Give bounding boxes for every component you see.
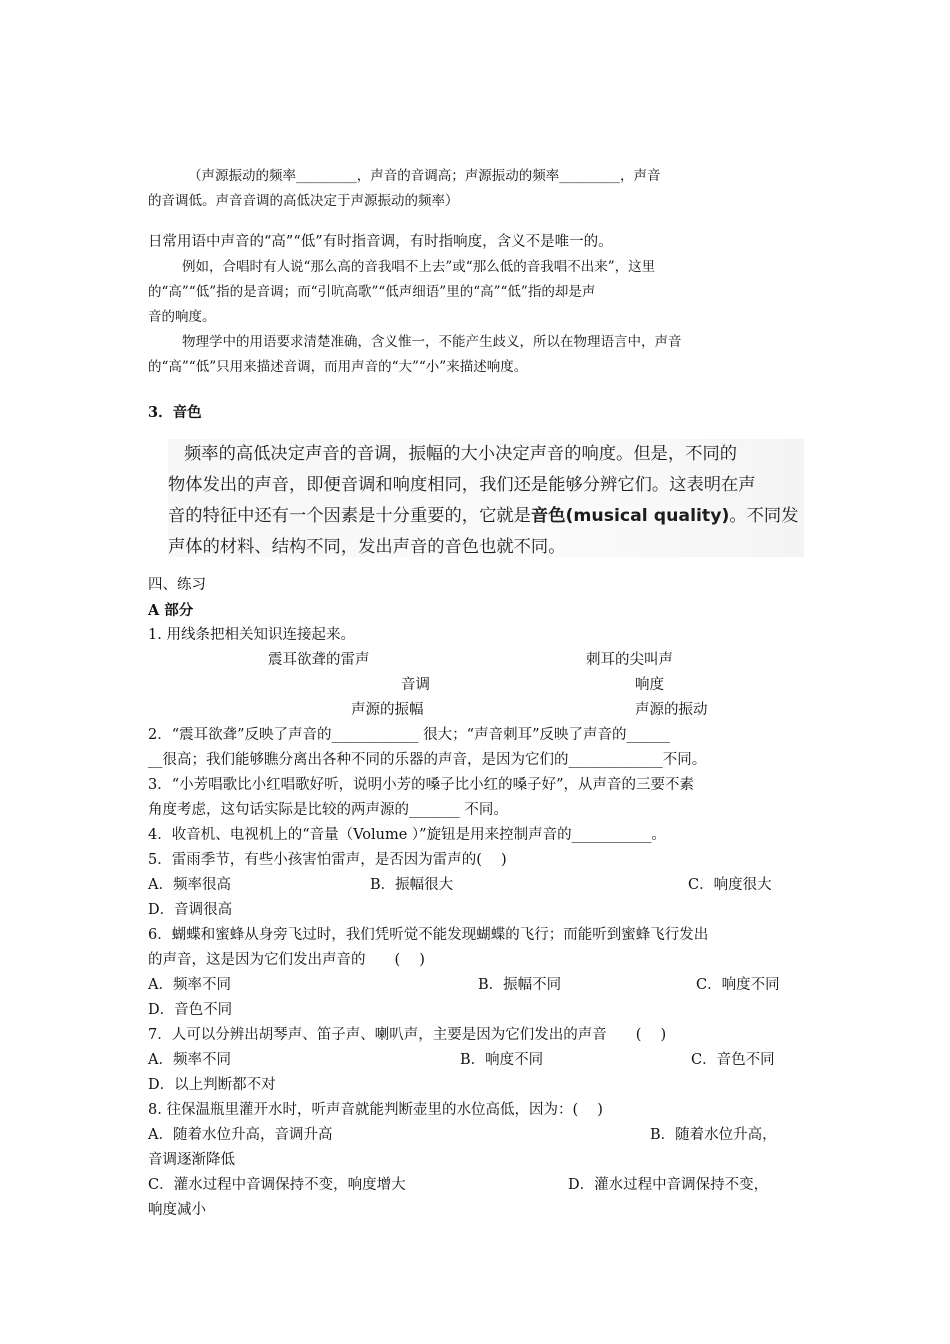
question-6-line-1: 6．蝴蝶和蜜蜂从身旁飞过时，我们凭听觉不能发现蝴蝶的飞行；而能听到蜜蜂飞行发出 xyxy=(148,927,709,943)
match-item-scream: 刺耳的尖叫声 xyxy=(586,652,673,668)
q5-option-b: B．振幅很大 xyxy=(370,877,454,893)
match-item-loudness: 响度 xyxy=(635,677,664,693)
question-4: 4．收音机、电视机上的“音量（Volume ）”旋钮是用来控制声音的___________。 xyxy=(148,827,666,843)
question-7-options xyxy=(148,1048,804,1073)
q5-option-a: A．频率很高 xyxy=(148,877,231,893)
question-1: 1. 用线条把相关知识连接起来。 xyxy=(148,627,355,643)
match-item-vibration: 声源的振动 xyxy=(635,702,708,718)
question-5: 5．雷雨季节，有些小孩害怕雷声，是否因为雷声的( ) xyxy=(148,852,507,868)
q6-option-b: B．振幅不同 xyxy=(478,977,562,993)
matching-row-1 xyxy=(148,648,804,673)
document-page xyxy=(148,164,804,1223)
question-3-line-1: 3．“小芳唱歌比小红唱歌好听，说明小芳的嗓子比小红的嗓子好”，从声音的三要不素 xyxy=(148,777,695,793)
q8-option-b-continued: 音调逐渐降低 xyxy=(148,1152,235,1168)
match-item-amplitude: 声源的振幅 xyxy=(351,702,424,718)
intro-line-2: 的音调低。声音音调的高低决定于声源振动的频率） xyxy=(148,193,459,209)
daily-paragraph-3b: 的“高”“低”只用来描述音调，而用声音的“大”“小”来描述响度。 xyxy=(148,359,528,375)
question-6-options xyxy=(148,973,804,998)
question-7: 7．人可以分辨出胡琴声、笛子声、喇叭声，主要是因为它们发出的声音 ( ) xyxy=(148,1027,667,1043)
excerpt-line-1: 频率的高低决定声音的音调，振幅的大小决定声音的响度。但是，不同的 xyxy=(184,444,738,464)
q5-option-c: C．响度很大 xyxy=(688,877,772,893)
excerpt-line-2: 物体发出的声音，即便音调和响度相同，我们还是能够分辨它们。这表明在声 xyxy=(168,475,756,495)
textbook-excerpt-image xyxy=(168,439,804,557)
q7-option-a: A．频率不同 xyxy=(148,1052,231,1068)
question-8: 8. 往保温瓶里灌开水时，听声音就能判断壶里的水位高低，因为：( ) xyxy=(148,1102,603,1118)
q8-option-d-continued: 响度减小 xyxy=(148,1202,206,1218)
question-8-options-cd xyxy=(148,1173,804,1198)
q8-option-c: C．灌水过程中音调保持不变，响度增大 xyxy=(148,1177,406,1193)
q7-option-d: D．以上判断都不对 xyxy=(148,1077,276,1093)
matching-row-3 xyxy=(148,698,804,723)
q7-option-c: C．音色不同 xyxy=(691,1052,775,1068)
q7-option-b: B．响度不同 xyxy=(460,1052,544,1068)
match-item-thunder: 震耳欲聋的雷声 xyxy=(268,652,370,668)
question-2-line-1: 2．“震耳欲聋”反映了声音的____________ 很大；“声音刺耳”反映了声音的______ xyxy=(148,727,670,743)
match-item-pitch: 音调 xyxy=(401,677,430,693)
section-heading-timbre: 3．音色 xyxy=(148,404,202,421)
intro-line-1: （声源振动的频率_________，声音的音调高；声源振动的频率_________，声音 xyxy=(188,168,661,184)
question-2-line-2: __很高；我们能够瞧分离出各种不同的乐器的声音，是因为它们的_____________不同。 xyxy=(148,752,707,768)
q8-option-d: D．灌水过程中音调保持不变， xyxy=(568,1177,769,1193)
excerpt-line-3: 音的特征中还有一个因素是十分重要的，它就是音色(musical quality)。不同发 xyxy=(168,506,799,526)
q5-option-d: D．音调很高 xyxy=(148,902,233,918)
daily-paragraph-2b: 的“高”“低”指的是音调；而“引吭高歌”“低声细语”里的“高”“低”指的却是声 xyxy=(148,284,596,300)
excerpt-line-4: 声体的材料、结构不同，发出声音的音色也就不同。 xyxy=(168,537,566,557)
practice-heading: 四、练习 xyxy=(148,577,206,593)
question-3-line-2: 角度考虑，这句话实际是比较的两声源的_______ 不同。 xyxy=(148,802,508,818)
question-8-options-ab xyxy=(148,1123,804,1148)
part-a-heading: A 部分 xyxy=(148,602,194,619)
q6-option-c: C．响度不同 xyxy=(696,977,780,993)
daily-paragraph-2a: 例如，合唱时有人说“那么高的音我唱不上去”或“那么低的音我唱不出来”，这里 xyxy=(182,259,656,275)
daily-paragraph-2c: 音的响度。 xyxy=(148,309,216,325)
q8-option-a: A．随着水位升高，音调升高 xyxy=(148,1127,333,1143)
q8-option-b: B．随着水位升高， xyxy=(650,1127,777,1143)
question-5-options xyxy=(148,873,804,898)
daily-paragraph-3a: 物理学中的用语要求清楚准确，含义惟一，不能产生歧义，所以在物理语言中，声音 xyxy=(182,334,682,350)
q6-option-d: D．音色不同 xyxy=(148,1002,233,1018)
matching-row-2 xyxy=(148,673,804,698)
daily-paragraph-1: 日常用语中声音的“高”“低”有时指音调，有时指响度，含义不是唯一的。 xyxy=(148,234,613,250)
q6-option-a: A．频率不同 xyxy=(148,977,231,993)
question-6-line-2: 的声音，这是因为它们发出声音的 ( ) xyxy=(148,952,425,968)
